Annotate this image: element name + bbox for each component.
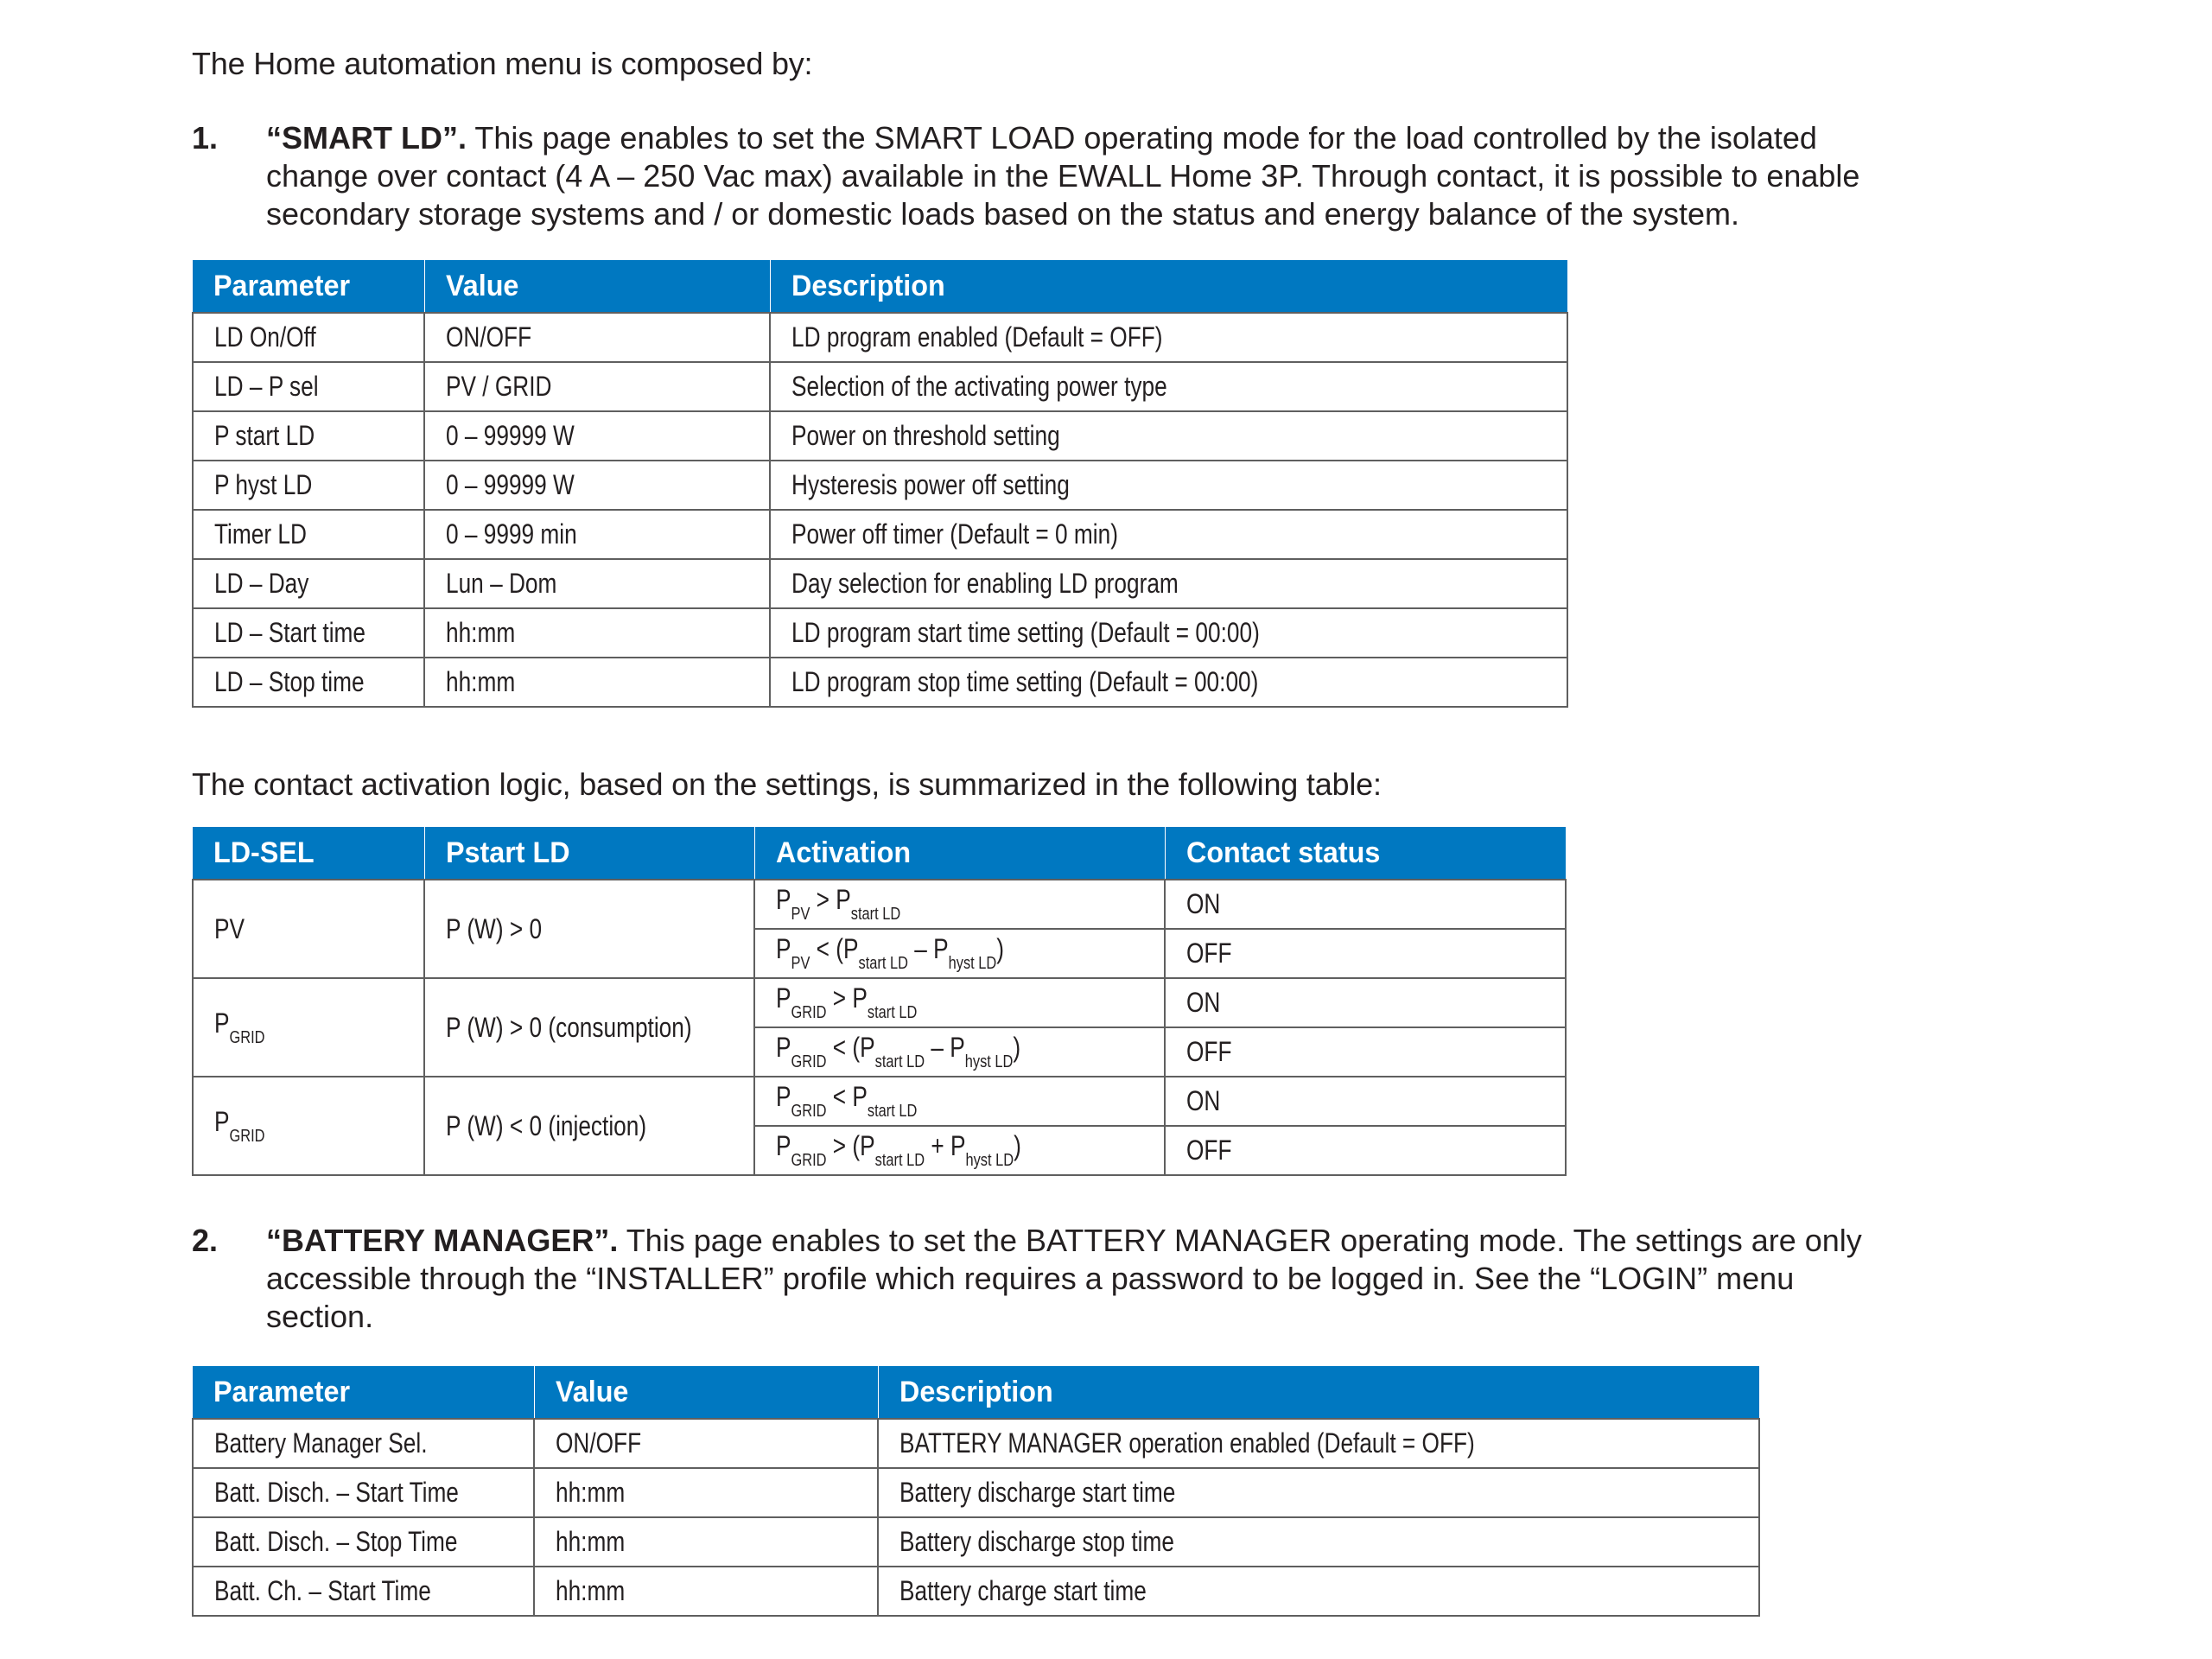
cell-description <box>770 510 1567 559</box>
header-value: Value <box>534 1366 878 1419</box>
cell-contact-status-text: OFF <box>1186 938 1232 969</box>
cell-param-text: LD – Day <box>214 568 309 599</box>
cell-contact-status-text: OFF <box>1186 1135 1232 1166</box>
cell-pstart-ld <box>424 880 754 978</box>
table-row <box>193 1517 1759 1567</box>
item-text-line1: This page enables to set the BATTERY MANAGER operating mode. The settings are only <box>618 1223 1862 1258</box>
formula-subscript: start LD <box>874 1151 925 1170</box>
cell-description <box>878 1468 1759 1517</box>
item-title: “SMART LD”. <box>266 120 467 156</box>
cell-param <box>193 608 424 658</box>
item-text-line1: This page enables to set the SMART LOAD operating mode for the load controlled by the isolated <box>466 120 1817 156</box>
cell-param-text: LD – Stop time <box>214 666 365 697</box>
ld-sel-subscript: GRID <box>229 1126 265 1146</box>
formula-p: P <box>776 1130 791 1161</box>
formula-operator: > P <box>826 982 868 1014</box>
header-parameter: Parameter <box>193 1366 534 1419</box>
formula-operator: – P <box>907 933 949 964</box>
cell-value-text: hh:mm <box>556 1575 626 1606</box>
table-row <box>193 362 1567 411</box>
cell-contact-status <box>1165 1126 1566 1175</box>
formula-subscript: hyst LD <box>948 954 997 973</box>
cell-contact-status <box>1165 978 1566 1027</box>
formula-operator: < (P <box>826 1032 875 1063</box>
logic-intro-text: The contact activation logic, based on the settings, is summarized in the following table: <box>192 766 1382 802</box>
cell-value <box>424 313 770 362</box>
cell-value <box>534 1567 878 1616</box>
cell-value <box>424 461 770 510</box>
cell-pstart-ld <box>424 978 754 1077</box>
cell-param-text: Battery Manager Sel. <box>214 1427 428 1459</box>
formula-p: P <box>776 1081 791 1112</box>
formula-subscript: start LD <box>874 1052 925 1071</box>
cell-description-text: LD program stop time setting (Default = 00:00) <box>791 666 1259 697</box>
formula-subscript: hyst LD <box>964 1052 1014 1071</box>
header-description: Description <box>770 260 1567 313</box>
cell-param-text: Batt. Disch. – Start Time <box>214 1477 459 1508</box>
cell-value <box>424 658 770 707</box>
cell-pstart-ld <box>424 1077 754 1175</box>
formula-operator: < P <box>826 1081 868 1112</box>
smart-ld-parameter-table <box>192 260 1568 708</box>
cell-description-text: Battery discharge stop time <box>899 1526 1174 1557</box>
cell-value-text: ON/OFF <box>556 1427 642 1459</box>
item-text-line3: section. <box>266 1299 374 1334</box>
cell-description <box>770 608 1567 658</box>
battery-manager-parameter-table <box>192 1366 1760 1617</box>
cell-value-text: ON/OFF <box>446 321 532 353</box>
header-value: Value <box>424 260 770 313</box>
formula-close: ) <box>996 933 1004 964</box>
cell-param <box>193 559 424 608</box>
table-header-row <box>193 827 1566 880</box>
cell-param-text: LD – P sel <box>214 371 319 402</box>
table-row <box>193 608 1567 658</box>
cell-description <box>770 313 1567 362</box>
ld-sel-main: P <box>214 1007 230 1039</box>
table-row <box>193 658 1567 707</box>
cell-value-text: hh:mm <box>446 666 516 697</box>
cell-value <box>424 362 770 411</box>
header-contact-status: Contact status <box>1165 827 1566 880</box>
cell-value <box>534 1419 878 1468</box>
item-title: “BATTERY MANAGER”. <box>266 1223 619 1258</box>
formula-operator: < (P <box>810 933 859 964</box>
formula-p: P <box>776 884 791 915</box>
cell-description <box>878 1419 1759 1468</box>
formula-subscript: GRID <box>791 1151 827 1170</box>
cell-param-text: LD On/Off <box>214 321 316 353</box>
formula-subscript: GRID <box>791 1052 827 1071</box>
cell-value-text: 0 – 9999 min <box>446 518 577 550</box>
header-description: Description <box>878 1366 1759 1419</box>
formula-subscript: hyst LD <box>965 1151 1014 1170</box>
cell-activation <box>754 1077 1165 1126</box>
cell-ld-sel <box>193 880 424 978</box>
section-battery-manager <box>192 1222 2050 1336</box>
ld-sel-main: P <box>214 1105 230 1137</box>
item-number: 1. <box>192 120 219 156</box>
ld-sel-subscript: GRID <box>229 1027 265 1047</box>
cell-param <box>193 313 424 362</box>
cell-contact-status-text: ON <box>1186 987 1221 1018</box>
cell-description-text: Power on threshold setting <box>791 420 1060 451</box>
cell-pstart-ld-text: P (W) > 0 (consumption) <box>446 1011 692 1043</box>
table-row <box>193 559 1567 608</box>
cell-description-text: Power off timer (Default = 0 min) <box>791 518 1118 550</box>
cell-description <box>770 559 1567 608</box>
item-number: 2. <box>192 1223 219 1258</box>
cell-value-text: hh:mm <box>446 617 516 648</box>
cell-param <box>193 1517 534 1567</box>
item-text-line2: accessible through the “INSTALLER” profile which requires a password to be logged in. See the “LOGIN” menu <box>266 1261 1795 1296</box>
header-activation: Activation <box>754 827 1165 880</box>
table-row <box>193 1419 1759 1468</box>
header-pstart-ld: Pstart LD <box>424 827 754 880</box>
cell-contact-status-text: ON <box>1186 1085 1221 1116</box>
formula-subscript: start LD <box>867 1003 918 1022</box>
cell-activation <box>754 1027 1165 1077</box>
formula-subscript: GRID <box>791 1102 827 1121</box>
cell-param-text: Batt. Ch. – Start Time <box>214 1575 431 1606</box>
formula-subscript: start LD <box>867 1102 918 1121</box>
cell-ld-sel <box>193 978 424 1077</box>
header-ld-sel: LD-SEL <box>193 827 424 880</box>
cell-activation <box>754 978 1165 1027</box>
formula-operator: > (P <box>826 1130 875 1161</box>
cell-activation <box>754 1126 1165 1175</box>
cell-param <box>193 510 424 559</box>
cell-value <box>424 510 770 559</box>
formula-subscript: start LD <box>850 905 901 924</box>
formula-close: ) <box>1014 1130 1021 1161</box>
cell-description-text: LD program enabled (Default = OFF) <box>791 321 1163 353</box>
cell-param <box>193 1567 534 1616</box>
contact-activation-logic-table <box>192 827 1567 1176</box>
formula-close: ) <box>1013 1032 1021 1063</box>
cell-param-text: P start LD <box>214 420 315 451</box>
cell-description-text: LD program start time setting (Default = 00:00) <box>791 617 1260 648</box>
item-text-line2: change over contact (4 A – 250 Vac max) available in the EWALL Home 3P. Through contact, it is possible to enable <box>266 158 1860 194</box>
table-row <box>193 461 1567 510</box>
cell-description-text: Hysteresis power off setting <box>791 469 1070 500</box>
table-header-row <box>193 1366 1759 1419</box>
formula-p: P <box>776 982 791 1014</box>
formula-operator: > P <box>810 884 851 915</box>
table-header-row <box>193 260 1567 313</box>
table-row <box>193 1468 1759 1517</box>
cell-description <box>770 461 1567 510</box>
formula-operator: – P <box>925 1032 965 1063</box>
cell-contact-status-text: OFF <box>1186 1036 1232 1067</box>
header-parameter: Parameter <box>193 260 424 313</box>
cell-param <box>193 411 424 461</box>
cell-param <box>193 362 424 411</box>
cell-value-text: 0 – 99999 W <box>446 469 575 500</box>
formula-subscript: GRID <box>791 1003 827 1022</box>
cell-pstart-ld-text: P (W) < 0 (injection) <box>446 1109 647 1141</box>
cell-value <box>424 411 770 461</box>
cell-param-text: Timer LD <box>214 518 307 550</box>
cell-param <box>193 461 424 510</box>
cell-description <box>878 1567 1759 1616</box>
cell-description-text: Battery charge start time <box>899 1575 1147 1606</box>
cell-activation <box>754 880 1165 929</box>
cell-description-text: Battery discharge start time <box>899 1477 1176 1508</box>
cell-param <box>193 658 424 707</box>
cell-contact-status-text: ON <box>1186 888 1221 919</box>
intro-text: The Home automation menu is composed by: <box>192 46 813 81</box>
cell-description-text: Selection of the activating power type <box>791 371 1167 402</box>
section-smart-ld <box>192 119 2050 233</box>
cell-value <box>424 559 770 608</box>
cell-description-text: Day selection for enabling LD program <box>791 568 1179 599</box>
cell-contact-status <box>1165 1027 1566 1077</box>
formula-p: P <box>776 933 791 964</box>
formula-subscript: PV <box>791 905 810 924</box>
cell-contact-status <box>1165 1077 1566 1126</box>
table-row <box>193 313 1567 362</box>
cell-param-text: Batt. Disch. – Stop Time <box>214 1526 458 1557</box>
cell-description <box>770 411 1567 461</box>
cell-param <box>193 1468 534 1517</box>
table-row <box>193 978 1566 1027</box>
cell-value-text: hh:mm <box>556 1526 626 1557</box>
table-row <box>193 1567 1759 1616</box>
table-row <box>193 411 1567 461</box>
cell-description <box>770 658 1567 707</box>
formula-operator: + P <box>925 1130 966 1161</box>
cell-value-text: 0 – 99999 W <box>446 420 575 451</box>
cell-contact-status <box>1165 880 1566 929</box>
cell-ld-sel <box>193 1077 424 1175</box>
cell-param-text: LD – Start time <box>214 617 365 648</box>
cell-value-text: PV / GRID <box>446 371 552 402</box>
formula-subscript: start LD <box>858 954 908 973</box>
cell-value-text: Lun – Dom <box>446 568 557 599</box>
cell-value <box>424 608 770 658</box>
formula-p: P <box>776 1032 791 1063</box>
cell-pstart-ld-text: P (W) > 0 <box>446 912 543 944</box>
cell-description-text: BATTERY MANAGER operation enabled (Default = OFF) <box>899 1427 1475 1459</box>
cell-value-text: hh:mm <box>556 1477 626 1508</box>
cell-value <box>534 1468 878 1517</box>
ld-sel-main: PV <box>214 912 245 944</box>
table-row <box>193 1077 1566 1126</box>
table-row <box>193 880 1566 929</box>
cell-description <box>770 362 1567 411</box>
formula-subscript: PV <box>791 954 810 973</box>
cell-param <box>193 1419 534 1468</box>
cell-contact-status <box>1165 929 1566 978</box>
item-text-line3: secondary storage systems and / or domestic loads based on the status and energy balance of the system. <box>266 196 1739 232</box>
cell-param-text: P hyst LD <box>214 469 313 500</box>
table-row <box>193 510 1567 559</box>
cell-activation <box>754 929 1165 978</box>
cell-value <box>534 1517 878 1567</box>
cell-description <box>878 1517 1759 1567</box>
